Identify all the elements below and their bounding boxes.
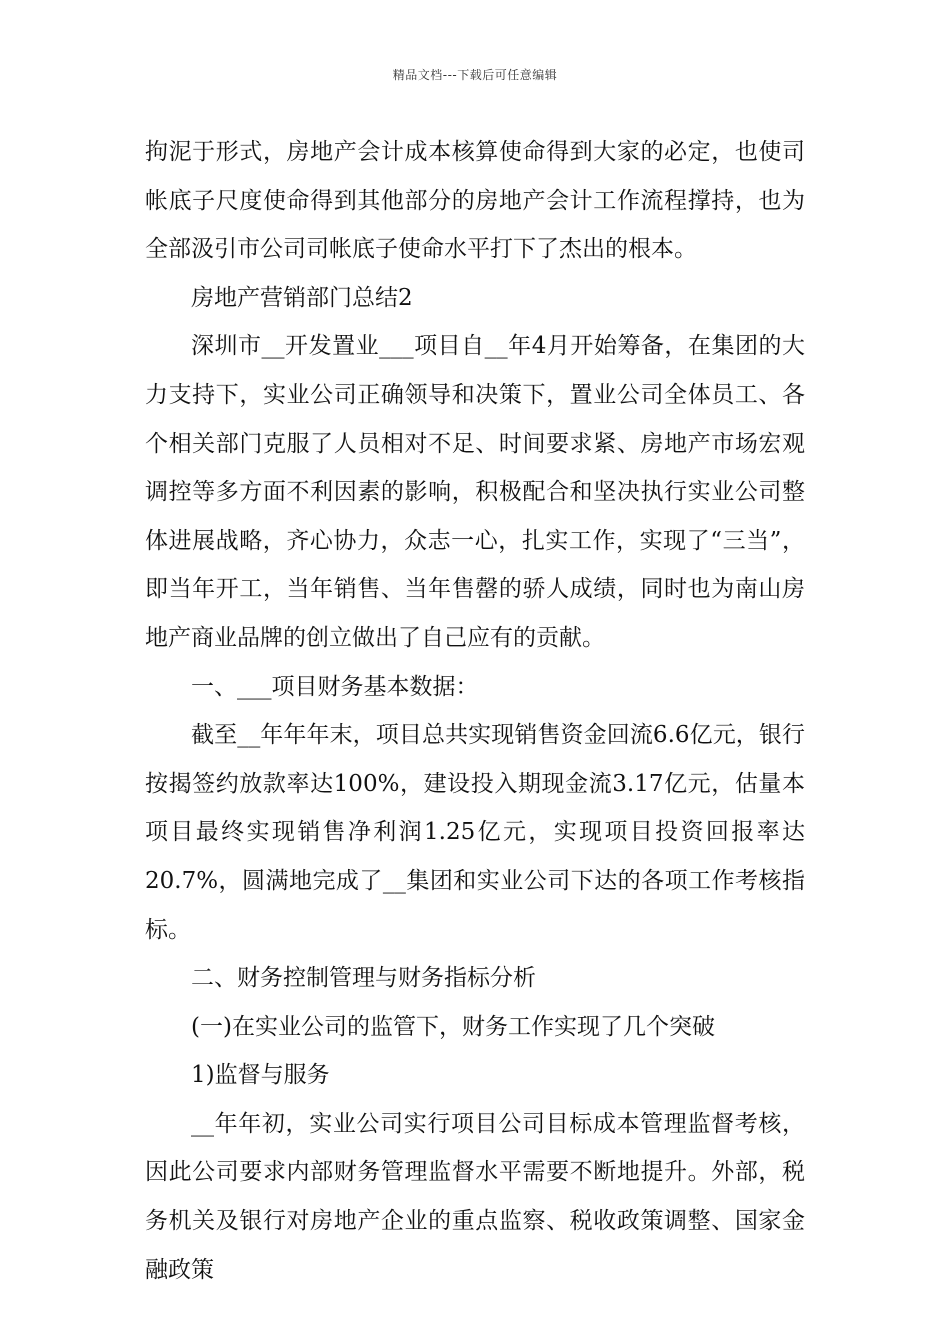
section-heading: 一、___项目财务基本数据： [191, 673, 479, 700]
page-header: 精品文档---下载后可任意编辑 [392, 68, 558, 82]
paragraph: 截至__年年年末，项目总共实现销售资金回流6.6亿元，银行按揭签约放款率达100%，建设投入期现金流3.17亿元，估量本项目最终实现销售净利润1.25亿元，实现项目投资回报率达20.7%，圆满地完成了__集团和实业公司下达的各项工作考核指标。 [145, 722, 805, 943]
paragraph: 深圳市__开发置业___项目自__年4月开始筹备，在集团的大力支持下，实业公司正确领导和决策下，置业公司全体员工、各个相关部门克服了人员相对不足、时间要求紧、房地产市场宏观调控等多方面不利因素的影响，积极配合和坚决执行实业公司整体进展战略，齐心协力，众志一心，扎实工作，实现了“三当”，即当年开工，当年销售、当年售罄的骄人成绩，同时也为南山房地产商业品牌的创立做出了自己应有的贡献。 [145, 333, 805, 651]
sub-heading: 1)监督与服务 [191, 1062, 330, 1089]
section-heading: 房地产营销部门总结2 [191, 284, 413, 311]
paragraph: __年年初，实业公司实行项目公司目标成本管理监督考核，因此公司要求内部财务管理监督水平需要不断地提升。外部，税务机关及银行对房地产企业的重点监察、税收政策调整、国家金融政策 [145, 1110, 805, 1283]
sub-heading: (一)在实业公司的监管下，财务工作实现了几个突破 [191, 1013, 715, 1040]
section-heading: 二、财务控制管理与财务指标分析 [191, 965, 536, 992]
paragraph: 拘泥于形式，房地产会计成本核算使命得到大家的必定，也使司帐底子尺度使命得到其他部分的房地产会计工作流程撑持，也为全部汲引市公司司帐底子使命水平打下了杰出的根本。 [145, 139, 805, 263]
document-body [145, 128, 805, 1294]
